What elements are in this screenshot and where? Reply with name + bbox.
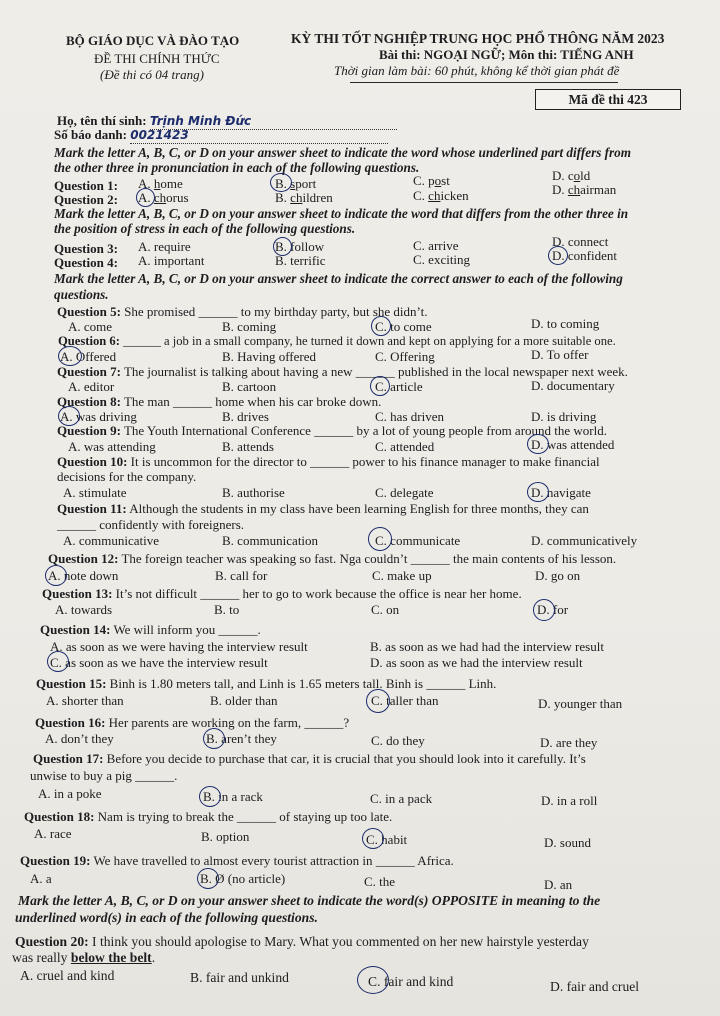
q17-option-d[interactable]: D. in a roll [541,793,598,808]
exam-time: Thời gian làm bài: 60 phút, không kể thời gian phát đề [334,63,620,78]
q9-option-a[interactable]: A. was attending [68,439,156,454]
pron-instruction-2: the other three in pronunciation in each of the following questions. [54,160,420,175]
q15-option-c[interactable]: C. taller than [371,693,439,708]
exam-code-box: Mã đề thi 423 [535,89,681,110]
q5-stem: Question 5: She promised ______ to my birthday party, but she didn’t. [57,304,428,319]
opposite-instruction-2: underlined word(s) in each of the following questions. [15,910,318,925]
q5-option-b[interactable]: B. coming [222,319,277,334]
q10-option-b[interactable]: B. authorise [222,485,285,500]
q7-option-d[interactable]: D. documentary [531,378,615,393]
q14-option-b[interactable]: B. as soon as we had had the interview result [370,639,604,654]
q14-stem: Question 14: We will inform you ______. [40,622,261,637]
q2-label: Question 2: [54,192,118,207]
q9-option-b[interactable]: B. attends [222,439,274,454]
candidate-name-handwriting: Trịnh Minh Đức [149,114,252,128]
q10-option-c[interactable]: C. delegate [375,485,434,500]
q18-answer-mark [362,828,384,849]
q5-option-d[interactable]: D. to coming [531,316,600,331]
q3-label: Question 3: [54,241,118,256]
opposite-instruction-1: Mark the letter A, B, C, or D on your answer sheet to indicate the word(s) OPPOSITE in meaning to the [18,893,601,908]
page-count: (Đề thi có 04 trang) [100,67,204,82]
q8-option-c[interactable]: C. has driven [375,409,444,424]
q10-answer-mark [527,482,549,502]
q6-option-c[interactable]: C. Offering [375,349,435,364]
q11-option-d[interactable]: D. communicatively [531,533,638,548]
q16-option-d[interactable]: D. are they [540,735,598,750]
q5-option-c[interactable]: C. to come [375,319,432,334]
q16-option-b[interactable]: B. aren’t they [206,731,277,746]
q13-option-a[interactable]: A. towards [55,602,113,617]
q12-option-b[interactable]: B. call for [215,568,268,583]
q13-option-b[interactable]: B. to [214,602,240,617]
q12-option-c[interactable]: C. make up [372,568,432,583]
q6-option-d[interactable]: D. To offer [531,347,589,362]
q14-option-c[interactable]: C. as soon as we have the interview result [50,655,268,670]
correct-instruction-1: Mark the letter A, B, C, or D on your answer sheet to indicate the correct answer to each of the following [54,271,623,286]
q14-option-a[interactable]: A. as soon as we were having the interview result [50,639,308,654]
q2-answer-mark [136,188,155,207]
correct-instruction-2: questions. [54,287,109,302]
q19-option-c[interactable]: C. the [364,874,396,889]
q18-option-a[interactable]: A. race [34,826,72,841]
q5-answer-mark [371,316,391,336]
q17-option-b[interactable]: B. in a rack [203,789,263,804]
exam-subject: Bài thi: NGOẠI NGỮ; Môn thi: TIẾNG ANH [379,47,634,62]
q12-option-d[interactable]: D. go on [535,568,581,583]
q18-option-c[interactable]: C. habit [366,832,408,847]
q1-option-c[interactable]: C. post [413,173,450,188]
q14-answer-mark [47,651,69,672]
q8-option-a[interactable]: A. was driving [60,409,137,424]
q4-option-a[interactable]: A. important [138,253,205,268]
q8-option-d[interactable]: D. is driving [531,409,597,424]
q17-stem: Question 17: Before you decide to purchase that car, it is crucial that you should look into it carefully. It’s [33,751,586,766]
stress-instruction-2: the position of stress in each of the following questions. [54,221,356,236]
q18-option-b[interactable]: B. option [201,829,250,844]
q15-stem: Question 15: Binh is 1.80 meters tall, and Linh is 1.65 meters tall. Binh is ______ Linh. [36,676,497,691]
q5-option-a[interactable]: A. come [68,319,113,334]
q19-answer-mark [197,868,219,889]
q7-stem: Question 7: The journalist is talking about having a new ______ published in the local newspaper next week. [57,364,628,379]
q11-stem-2: ______ confidently with foreigners. [57,517,245,532]
q11-stem: Question 11: Although the students in my class have been learning English for three months, they can [57,501,589,516]
q1-option-d[interactable]: D. cold [552,168,591,183]
candidate-id-row: Số báo danh: 0021423 [54,127,388,144]
q9-stem: Question 9: The Youth International Conference ______ by a lot of young people from around the world. [57,423,607,438]
q8-stem: Question 8: The man ______ home when his car broke down. [57,394,382,409]
q13-option-d[interactable]: D. for [537,602,569,617]
q7-option-c[interactable]: C. article [375,379,423,394]
q17-answer-mark [199,786,221,807]
pron-instruction-1: Mark the letter A, B, C, or D on your answer sheet to indicate the word whose underlined part differs from [54,145,632,160]
q4-answer-mark [548,246,568,265]
q16-option-c[interactable]: C. do they [371,733,425,748]
q6-option-a[interactable]: A. Offered [60,349,117,364]
q2-option-b[interactable]: B. children [275,190,333,205]
q20-answer-mark [357,966,389,994]
q12-option-a[interactable]: A. note down [48,568,119,583]
q3-option-b[interactable]: B. follow [275,239,325,254]
q20-option-b[interactable]: B. fair and unkind [190,970,289,985]
candidate-id-handwriting: 0021423 [130,128,189,142]
q19-stem: Question 19: We have travelled to almost every tourist attraction in ______ Africa. [20,853,454,868]
q1-label: Question 1: [54,178,118,193]
ministry-name: BỘ GIÁO DỤC VÀ ĐÀO TẠO [66,33,240,48]
q17-option-c[interactable]: C. in a pack [370,791,433,806]
q11-option-c[interactable]: C. communicate [375,533,461,548]
q2-option-a[interactable]: A. chorus [138,190,189,205]
q2-option-c[interactable]: C. chicken [413,188,469,203]
q7-answer-mark [370,376,390,396]
q2-option-d[interactable]: D. chairman [552,182,617,197]
q20-option-c[interactable]: C. fair and kind [368,974,454,989]
q8-option-b[interactable]: B. drives [222,409,269,424]
q14-option-d[interactable]: D. as soon as we had the interview result [370,655,583,670]
q20-underlined-phrase: below the belt [70,950,152,965]
q10-option-d[interactable]: D. navigate [531,485,591,500]
q3-option-c[interactable]: C. arrive [413,238,459,253]
q7-option-a[interactable]: A. editor [68,379,115,394]
official-label: ĐỀ THI CHÍNH THỨC [94,51,220,66]
q11-option-a[interactable]: A. communicative [63,533,160,548]
q4-option-d[interactable]: D. confident [552,248,617,263]
q10-option-a[interactable]: A. stimulate [63,485,127,500]
q19-option-a[interactable]: A. a [30,871,52,886]
q19-option-d[interactable]: D. an [544,877,573,892]
q11-answer-mark [368,527,392,551]
q20-option-a[interactable]: A. cruel and kind [20,968,115,983]
stress-instruction-1: Mark the letter A, B, C, or D on your answer sheet to indicate the word that differs from the other three in [54,206,629,221]
q12-stem: Question 12: The foreign teacher was speaking so fast. Nga couldn’t ______ the main contents of his lesson. [48,551,617,566]
q13-option-c[interactable]: C. on [371,602,400,617]
q9-answer-mark [527,434,549,454]
q15-option-d[interactable]: D. younger than [538,696,623,711]
q7-option-b[interactable]: B. cartoon [222,379,277,394]
q3-option-a[interactable]: A. require [138,239,191,254]
q20-option-d[interactable]: D. fair and cruel [550,979,640,994]
candidate-name-row: Họ, tên thí sinh: Trịnh Minh Đức [57,113,397,130]
q17-option-a[interactable]: A. in a poke [38,786,102,801]
q6-answer-mark [58,346,82,366]
q10-stem: Question 10: It is uncommon for the director to ______ power to his finance manager to make financial [57,454,600,469]
q6-option-b[interactable]: B. Having offered [222,349,316,364]
header-rule [350,82,618,83]
q1-option-a[interactable]: A. home [138,176,183,191]
q4-option-c[interactable]: C. exciting [413,252,471,267]
q10-stem-2: decisions for the company. [57,469,197,484]
q18-option-d[interactable]: D. sound [544,835,591,850]
candidate-id-field [130,127,388,144]
q11-option-b[interactable]: B. communication [222,533,319,548]
q20-stem-2: was really below the belt. [12,950,156,965]
q16-answer-mark [203,728,225,749]
exam-title: KỲ THI TỐT NGHIỆP TRUNG HỌC PHỔ THÔNG NĂM 2023 [291,31,665,46]
q12-answer-mark [45,565,67,586]
q1-option-b[interactable]: B. sport [275,176,317,191]
q6-stem: Question 6: ______ a job in a small company, he turned it down and kept on applying for a more suitable one. [58,334,616,348]
q4-label: Question 4: [54,255,118,270]
q9-option-c[interactable]: C. attended [375,439,435,454]
q15-option-a[interactable]: A. shorter than [46,693,124,708]
q3-option-d[interactable]: D. connect [552,234,609,249]
q13-answer-mark [533,599,555,621]
q16-stem: Question 16: Her parents are working on the farm, ______? [35,715,350,730]
q4-option-b[interactable]: B. terrific [275,253,326,268]
q16-option-a[interactable]: A. don’t they [45,731,114,746]
q19-option-b[interactable]: B. Ø (no article) [200,871,286,886]
q13-stem: Question 13: It’s not difficult ______ her to go to work because the office is near her home. [42,586,522,601]
q9-option-d[interactable]: D. was attended [531,437,615,452]
q17-stem-2: unwise to buy a pig ______. [30,768,178,783]
q20-stem: Question 20: I think you should apologise to Mary. What you commented on her new hairstyle yesterday [15,934,589,949]
q15-option-b[interactable]: B. older than [210,693,278,708]
q15-answer-mark [366,689,390,713]
q18-stem: Question 18: Nam is trying to break the ______ of staying up too late. [24,809,393,824]
